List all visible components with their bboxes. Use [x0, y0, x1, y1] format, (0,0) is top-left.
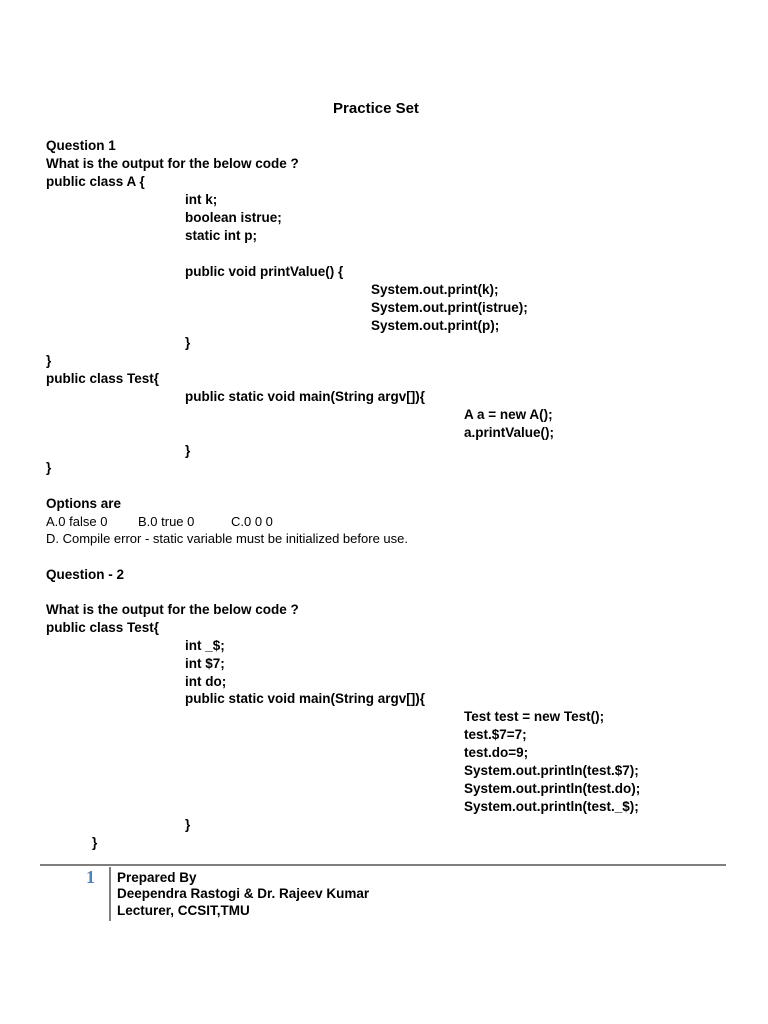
code-line: public void printValue() {	[185, 264, 344, 279]
options-heading: Options are	[46, 496, 122, 511]
question-heading: Question 1	[46, 138, 116, 153]
code-line: }	[46, 353, 52, 368]
code-line: System.out.println(test.$7);	[464, 763, 639, 778]
code-line: boolean istrue;	[185, 210, 282, 225]
code-line: }	[46, 460, 52, 475]
code-line: System.out.println(test._$);	[464, 799, 639, 814]
code-line: int do;	[185, 674, 227, 689]
question-heading: Question - 2	[46, 567, 125, 582]
code-line: }	[185, 335, 191, 350]
option-d: D. Compile error - static variable must be initialized before use.	[46, 531, 408, 546]
question-prompt: What is the output for the below code ?	[46, 156, 299, 171]
code-line: public static void main(String argv[]){	[185, 389, 426, 404]
footer-rule	[40, 864, 726, 866]
code-line: }	[92, 835, 98, 850]
code-line: public class Test{	[46, 620, 160, 635]
code-line: int k;	[185, 192, 218, 207]
code-line: test.$7=7;	[464, 727, 527, 742]
code-line: A a = new A();	[464, 407, 553, 422]
code-line: public class A {	[46, 174, 145, 189]
footer-prepared-by: Prepared By	[117, 870, 197, 885]
page-number: 1	[86, 867, 95, 887]
code-line: public static void main(String argv[]){	[185, 691, 426, 706]
code-line: static int p;	[185, 228, 258, 243]
footer-divider	[109, 867, 111, 921]
page-title: Practice Set	[333, 100, 419, 117]
option-b: B.0 true 0	[138, 514, 195, 529]
code-line: test.do=9;	[464, 745, 529, 760]
option-c: C.0 0 0	[231, 514, 273, 529]
code-line: int _$;	[185, 638, 225, 653]
code-line: a.printValue();	[464, 425, 555, 440]
footer-affiliation: Lecturer, CCSIT,TMU	[117, 903, 250, 918]
question-prompt: What is the output for the below code ?	[46, 602, 299, 617]
code-line: int $7;	[185, 656, 225, 671]
code-line: Test test = new Test();	[464, 709, 605, 724]
code-line: System.out.print(p);	[371, 318, 500, 333]
code-line: }	[185, 817, 191, 832]
code-line: System.out.println(test.do);	[464, 781, 641, 796]
code-line: }	[185, 443, 191, 458]
code-line: public class Test{	[46, 371, 160, 386]
option-a: A.0 false 0	[46, 514, 108, 529]
footer-authors: Deependra Rastogi & Dr. Rajeev Kumar	[117, 886, 370, 901]
code-line: System.out.print(istrue);	[371, 300, 528, 315]
code-line: System.out.print(k);	[371, 282, 499, 297]
